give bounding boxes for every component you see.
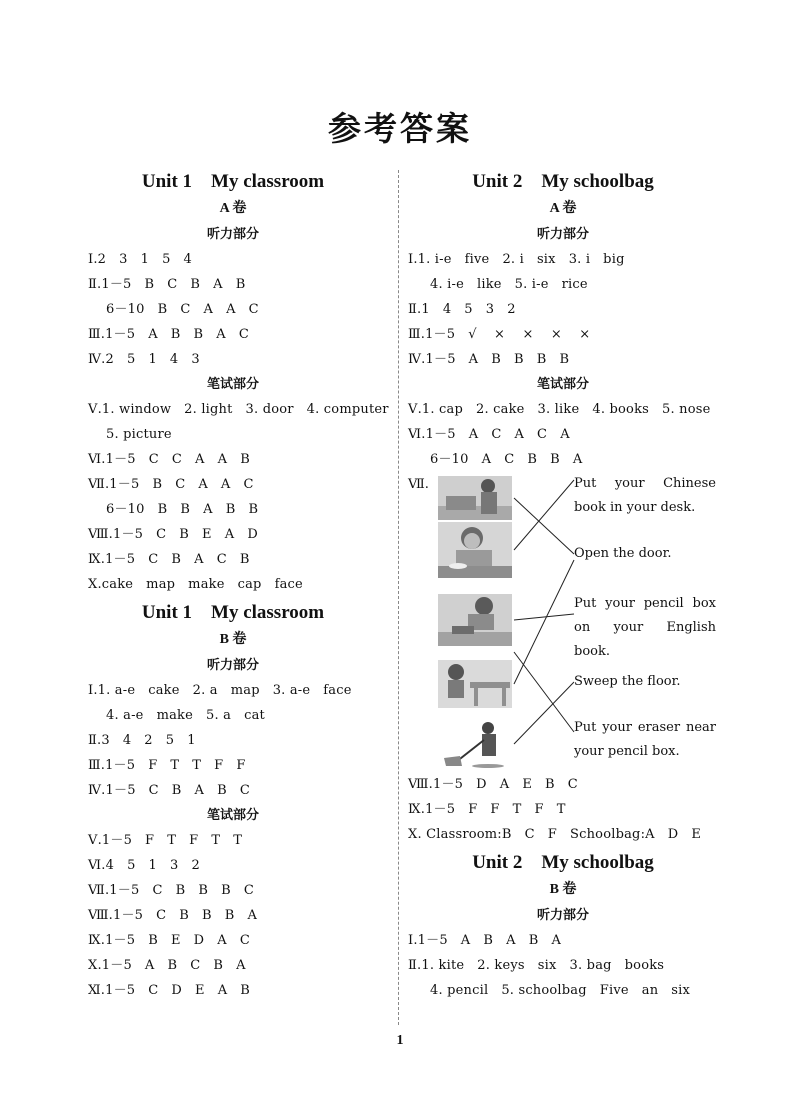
answer-line: Ⅷ.1－5 D A E B C: [408, 777, 578, 792]
answer-line: 6－10 A C B B A: [430, 452, 583, 467]
answer-line: Ⅸ.1－5 B E D A C: [88, 933, 251, 948]
answer-line: Ⅱ.1 4 5 3 2: [408, 302, 516, 317]
unit-1-a-volume: A 卷: [219, 201, 247, 216]
answer-line: Ⅶ.1－5 C B B B C: [88, 883, 254, 898]
left-column: [88, 168, 389, 1003]
answer-line: Ⅷ.1－5 C B B B A: [88, 908, 258, 923]
answer-line: 4. pencil 5. schoolbag Five an six: [430, 983, 691, 998]
right-column: [408, 168, 718, 1003]
matching-phrase: Sweep the floor.: [574, 674, 681, 689]
answer-line: 4. a-e make 5. a cat: [106, 708, 265, 723]
answer-line: Ⅵ.1－5 A C A C A: [408, 427, 570, 442]
answer-line: Ⅴ.1. cap 2. cake 3. like 4. books 5. nose: [408, 402, 711, 417]
answer-line: Ⅰ.1－5 A B A B A: [408, 933, 562, 948]
answer-line: Ⅰ.1. a-e cake 2. a map 3. a-e face: [88, 683, 352, 698]
answer-line: Ⅳ.1－5 A B B B B: [408, 352, 570, 367]
answer-line: Ⅸ.1－5 C B A C B: [88, 552, 250, 567]
matching-phrase: Open the door.: [574, 546, 672, 561]
answer-line: Ⅵ.4 5 1 3 2: [88, 858, 200, 873]
answer-line: Ⅳ.1－5 C B A B C: [88, 783, 251, 798]
listening-header: 听力部分: [206, 227, 259, 242]
page-number: 1: [396, 1033, 404, 1048]
answer-line: Ⅲ.1－5 √ × × × ×: [408, 327, 591, 342]
answer-line: 6－10 B B A B B: [106, 502, 259, 517]
answer-line: Ⅹ.cake map make cap face: [88, 577, 303, 592]
answer-line: Ⅴ.1－5 F T F T T: [88, 833, 243, 848]
answer-line: Ⅳ.2 5 1 4 3: [88, 352, 200, 367]
answer-line: Ⅱ.1－5 B C B A B: [88, 277, 246, 292]
answer-line: Ⅰ.2 3 1 5 4: [88, 252, 193, 267]
answer-line: Ⅸ.1－5 F F T F T: [408, 802, 566, 817]
writing-header: 笔试部分: [206, 808, 259, 823]
answer-line: Ⅰ.1. i-e five 2. i six 3. i big: [408, 252, 625, 267]
matching-number: Ⅶ.: [408, 477, 429, 492]
unit-2-b-title: Unit 2 My schoolbag: [472, 852, 654, 873]
answer-line: Ⅶ.1－5 B C A A C: [88, 477, 254, 492]
matching-phrase: Put your Chinese book in your desk.: [574, 476, 716, 515]
answer-line: 5. picture: [106, 427, 172, 442]
answer-line: Ⅲ.1－5 F T T F F: [88, 758, 246, 773]
answer-line: 4. i-e like 5. i-e rice: [430, 277, 588, 292]
unit-1-b-title: Unit 1 My classroom: [141, 602, 325, 623]
answer-line: Ⅺ.1－5 C D E A B: [88, 983, 251, 998]
unit-2-a-volume: A 卷: [549, 201, 577, 216]
matching-exercise: [408, 472, 718, 772]
unit-1-b-volume: B 卷: [219, 632, 247, 647]
matching-phrase: Put your eraser near your pencil box.: [574, 720, 716, 759]
listening-header: 听力部分: [206, 658, 259, 673]
answer-line: Ⅲ.1－5 A B B A C: [88, 327, 250, 342]
unit-2-b-volume: B 卷: [549, 882, 577, 897]
listening-header: 听力部分: [536, 227, 589, 242]
page-title: 参考答案: [328, 109, 472, 148]
listening-header: 听力部分: [536, 908, 589, 923]
unit-1-a-title: Unit 1 My classroom: [141, 171, 325, 192]
answer-line: Ⅱ.1. kite 2. keys six 3. bag books: [408, 958, 665, 973]
answer-line: Ⅹ.1－5 A B C B A: [88, 958, 246, 973]
column-divider: [398, 170, 399, 1025]
answer-line: 6－10 B C A A C: [106, 302, 259, 317]
writing-header: 笔试部分: [536, 377, 589, 392]
answer-line: Ⅴ.1. window 2. light 3. door 4. computer: [88, 402, 389, 417]
unit-2-a-title: Unit 2 My schoolbag: [472, 171, 654, 192]
writing-header: 笔试部分: [206, 377, 259, 392]
answer-line: Ⅷ.1－5 C B E A D: [88, 527, 258, 542]
answer-line: Ⅱ.3 4 2 5 1: [88, 733, 196, 748]
answer-line: Ⅹ. Classroom:B C F Schoolbag:A D E: [408, 827, 702, 842]
answer-line: Ⅵ.1－5 C C A A B: [88, 452, 250, 467]
matching-phrase: Put your pencil box on your English book.: [574, 596, 716, 659]
